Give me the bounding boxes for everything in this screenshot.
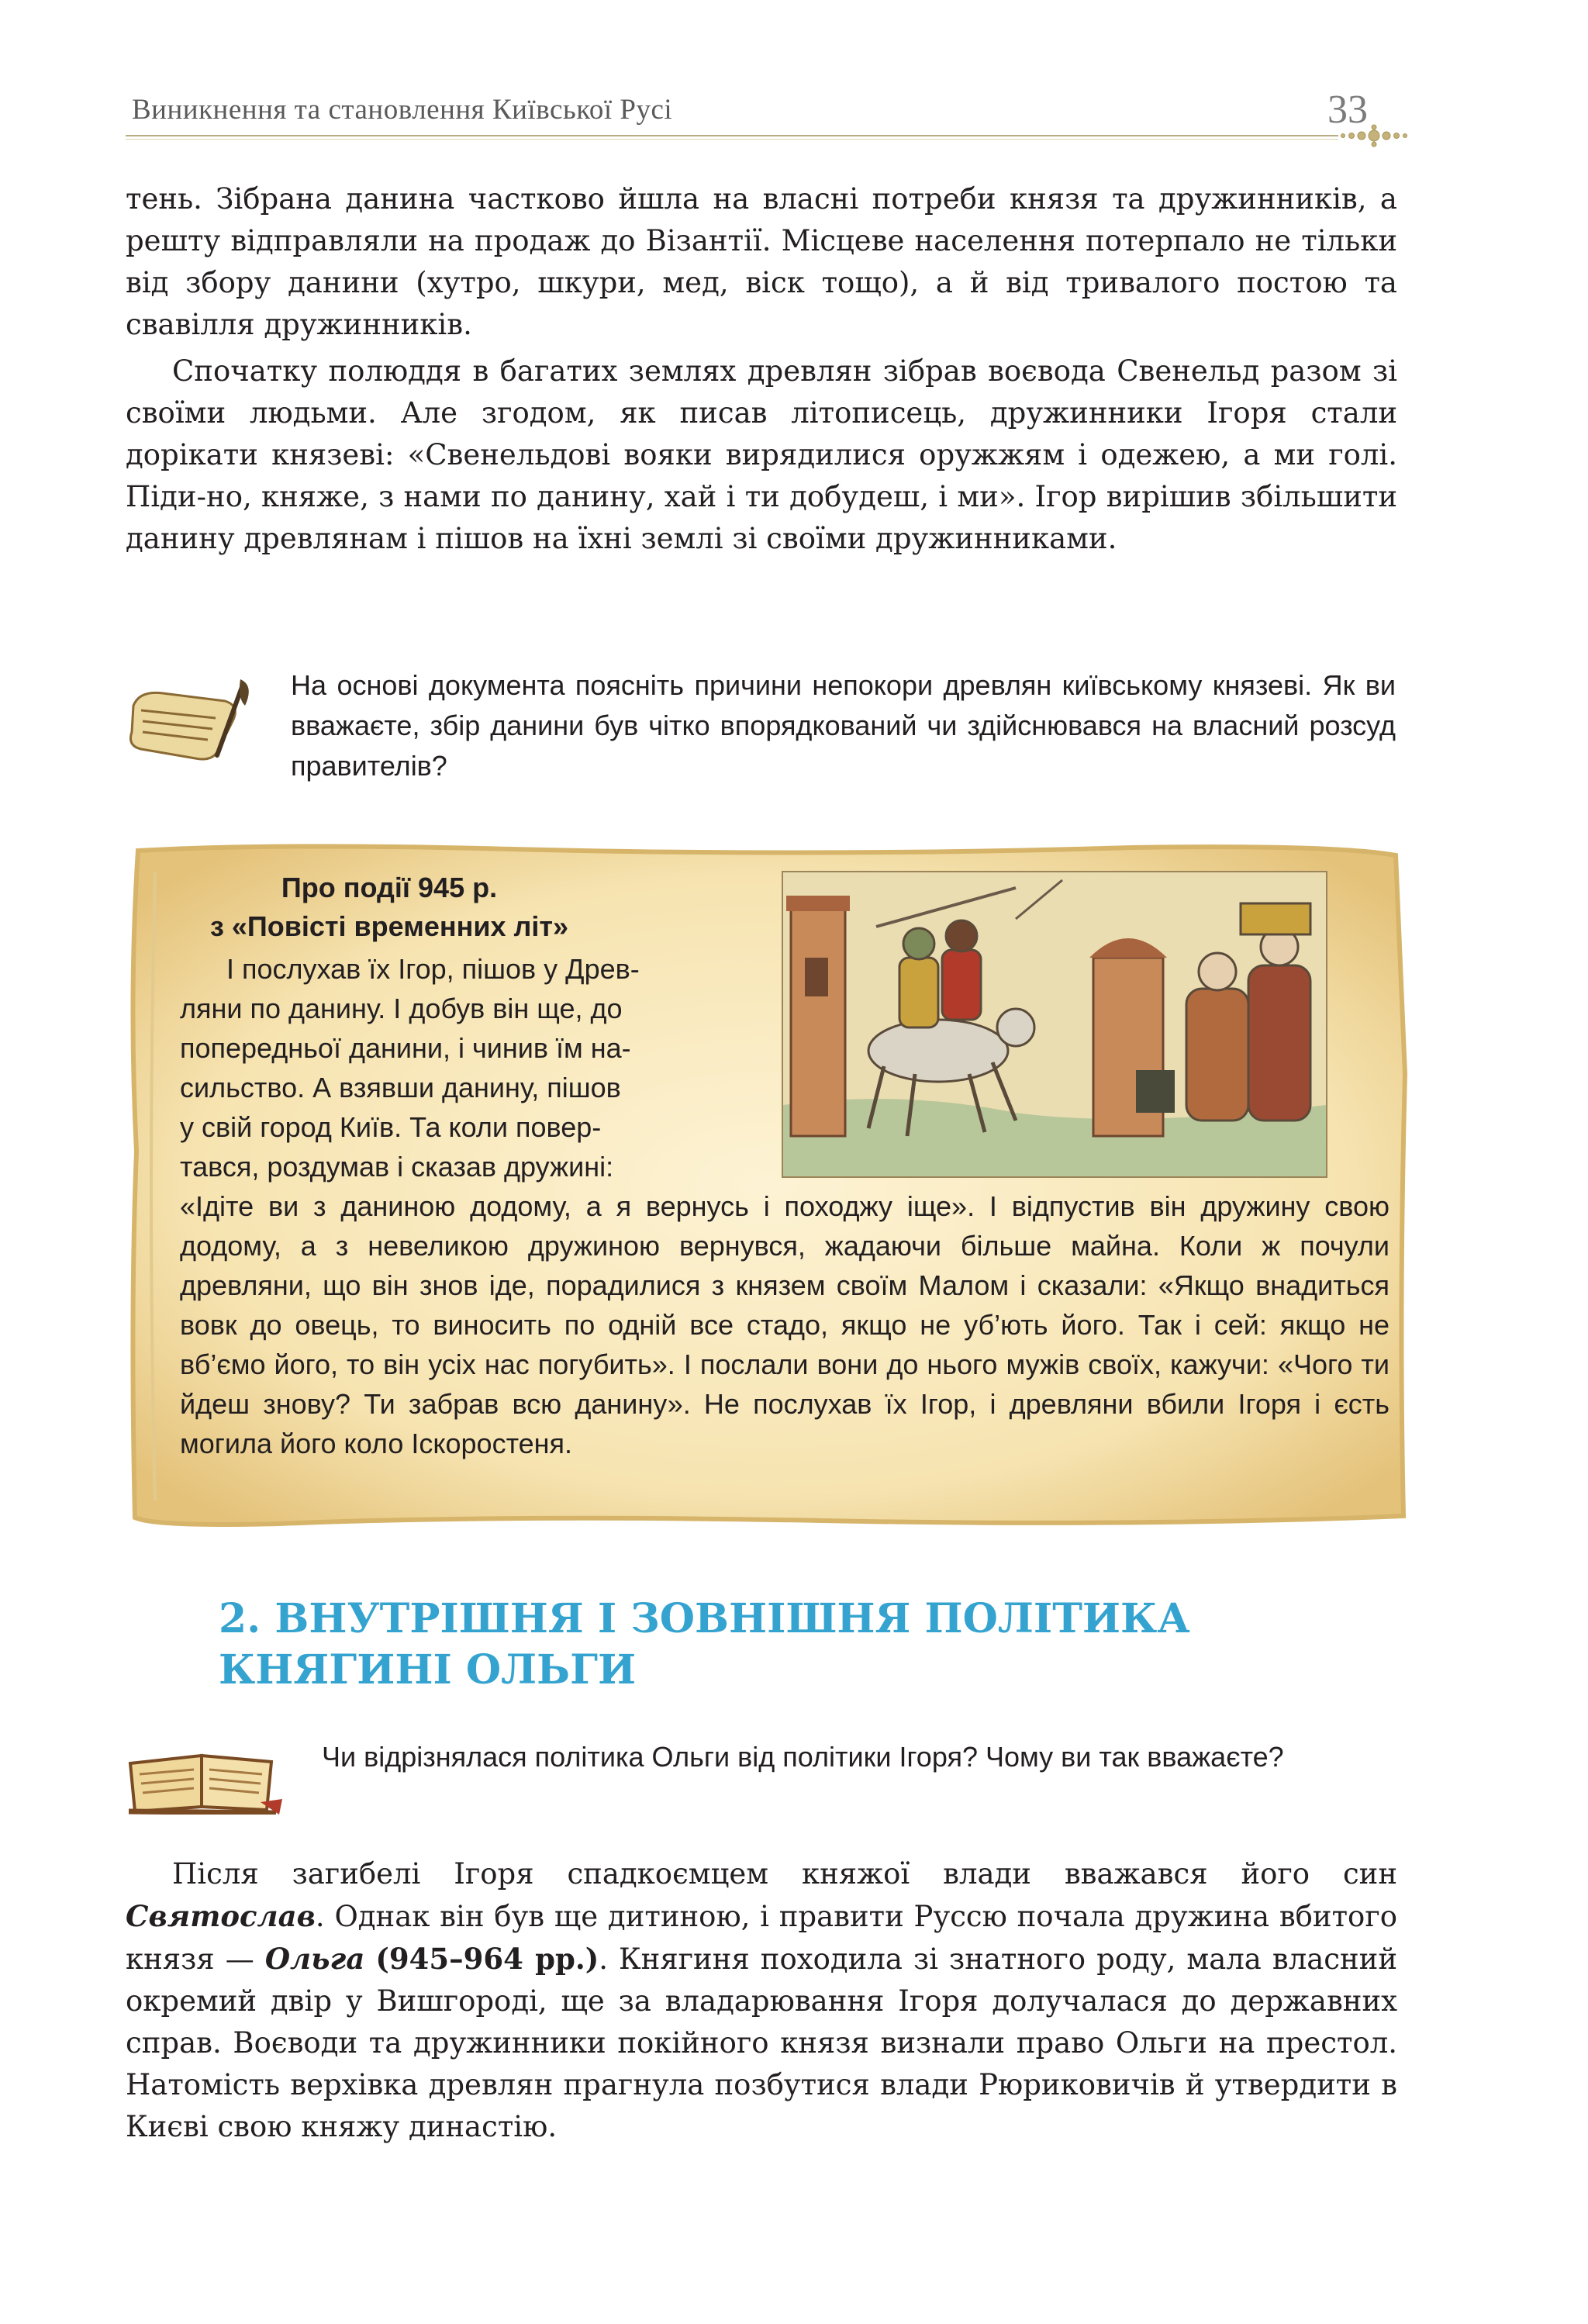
- document-paragraph: «Ідіте ви з даниною додому, а я вернусь і походжу іще». І відпустив він дружину свою додому, а з невеликою дружиною вернувся, жадаючи більше майна. Коли ж почули древляни, що він знов іде, порадилися з князем своїм Малом і сказали: «Якщо внадиться вовк до овець, то виносить по одній все стадо, якщо не уб’ють його. Так і сей: якщо не вб’ємо його, то він усіх нас погубить». І послали вони до нього мужів своїх, кажучи: «Чого ти йдеш знову? Ти забрав всю данину». Не послухав їх Ігор, і древляни вбили Ігоря і єсть могила його коло Іскоростеня.: [180, 1190, 1390, 1459]
- section-heading-line: КНЯГИНІ ОЛЬГИ: [219, 1646, 637, 1694]
- question-block: [124, 1737, 1403, 1830]
- open-book-icon: [124, 1740, 287, 1815]
- document-line: І послухав їх Ігор, пішов у Древ-: [226, 953, 640, 985]
- chapter-title: Виникнення та становлення Київської Русі: [132, 94, 673, 126]
- document-text-beside-image: [180, 949, 754, 1186]
- document-title-line: з «Повісті временних літ»: [209, 910, 569, 942]
- document-line: сильство. А взявши данину, пішов: [180, 1072, 621, 1103]
- section-heading-line: 2. ВНУТРІШНЯ І ЗОВНІШНЯ ПОЛІТИКА: [219, 1595, 1190, 1642]
- paragraph: Спочатку полюддя в багатих землях древлян зібрав воєвода Свенельд разом зі своїми людьми. Але згодом, як писав літописець, дружинники Ігоря стали дорікати князеві: «Свенельдові вояки вирядилися оружжям і одежею, а ми голі. Піди-но, княже, з нами по данину, хай і ти добудеш, і ми». Ігор вирішив збільшити данину древлянам і пішов на їхні землі зі своїми дружинниками.: [126, 354, 1397, 555]
- question-text: Чи відрізнялася політика Ольги від політики Ігоря? Чому ви так вважаєте?: [322, 1741, 1284, 1773]
- paragraph: [126, 1853, 1397, 2148]
- header-rule: [126, 135, 1338, 140]
- scroll-quill-icon: [124, 675, 256, 768]
- reign-dates: (945–964 рр.): [375, 1942, 599, 1976]
- text-run: . Княгиня походила зі знатного роду, мала власний окремий двір у Вишгороді, ще за владарювання Ігоря долучалася до державних справ. Воєводи та дружинники покійного князя визнали право Ольги на престол. Натомість верхівка древлян прагнула позбутися влади Рюриковичів й утвердити в Києві свою княжу династію.: [126, 1942, 1397, 2143]
- document-line: у свій город Київ. Та коли повер-: [180, 1111, 602, 1143]
- intro-text: [126, 178, 1397, 560]
- text-run: . Однак він був ще дитиною, і правити Руссю почала дружина вбитого князя —: [126, 1900, 1397, 1976]
- document-line: попередньої данини, і чинив їм на-: [180, 1032, 631, 1064]
- final-text: [126, 1853, 1397, 2148]
- document-text-full: [180, 1186, 1390, 1463]
- text-run: Після загибелі Ігоря спадкоємцем княжої влади вважався його син: [172, 1857, 1397, 1891]
- name-olga: Ольга: [264, 1942, 365, 1976]
- ornament-icon: [1335, 123, 1413, 149]
- chronicle-miniature-image: [782, 871, 1327, 1178]
- running-header: [126, 87, 1413, 149]
- paragraph: тень. Зібрана данина частково йшла на власні потреби князя та дружинників, а решту відправляли на продаж до Візантії. Місцеве населення потерпало не тільки від збору данини (хутро, шкури, мед, віск тощо), а й від тривалого постою та свавілля дружинників.: [126, 182, 1397, 341]
- document-line: тався, роздумав і сказав дружині:: [180, 1151, 614, 1183]
- question-text: На основі документа поясніть причини непокори древлян київському князеві. Як ви вважаєте, збір данини був чітко впорядкований чи здійснювався на власний розсуд правителів?: [291, 669, 1396, 782]
- document-line: ляни по данину. І добув він ще, до: [180, 993, 623, 1024]
- page-number: 33: [1327, 88, 1368, 132]
- document-title: [180, 868, 599, 946]
- question-block: [124, 665, 1403, 797]
- name-svyatoslav: Святослав: [126, 1899, 316, 1933]
- document-title-line: Про події 945 р.: [281, 872, 498, 903]
- section-heading: [219, 1594, 1227, 1696]
